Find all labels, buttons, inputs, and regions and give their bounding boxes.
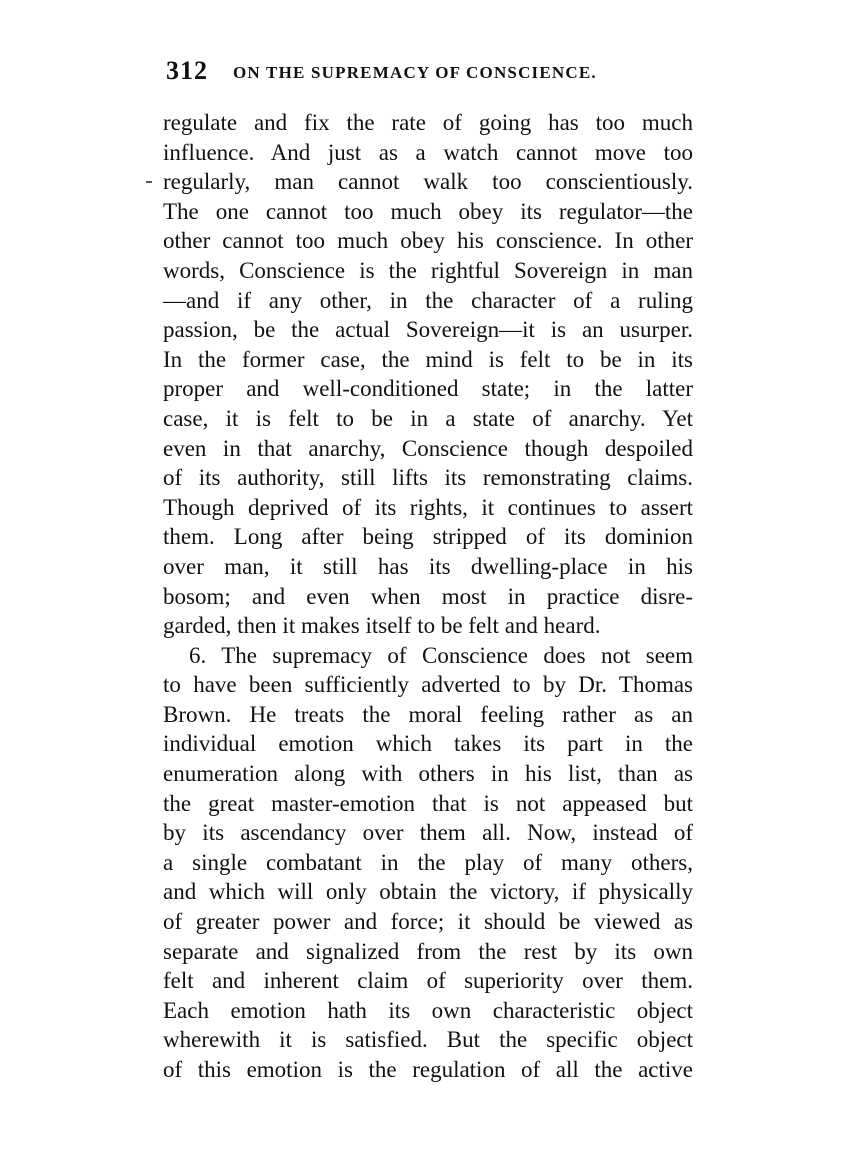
text-line: In the former case, the mind is felt to be in its bbox=[163, 346, 693, 372]
text-line: to have been sufficiently adverted to by Dr. Thomas bbox=[163, 672, 693, 698]
text-line: influence. And just as a watch cannot move too bbox=[163, 139, 693, 165]
text-line: Each emotion hath its own characteristic object bbox=[163, 997, 693, 1023]
page-number: 312 bbox=[166, 56, 208, 85]
text-line: garded, then it makes itself to be felt and heard. bbox=[163, 613, 601, 639]
paragraph-first-line: 6. The supremacy of Conscience does not seem bbox=[189, 642, 693, 668]
text-line: the great master-emotion that is not appeased but bbox=[163, 790, 693, 816]
text-line: regularly, man cannot walk too conscientiously. bbox=[163, 169, 693, 195]
body-text bbox=[163, 108, 693, 1085]
text-line: and which will only obtain the victory, if physically bbox=[163, 879, 693, 905]
margin-mark bbox=[146, 181, 152, 183]
text-line: even in that anarchy, Conscience though despoiled bbox=[163, 435, 693, 461]
text-line: other cannot too much obey his conscience. In other bbox=[163, 228, 693, 254]
book-page bbox=[163, 56, 693, 1082]
running-title: ON THE SUPREMACY OF CONSCIENCE. bbox=[233, 63, 597, 82]
text-line: passion, be the actual Sovereign—it is an usurper. bbox=[163, 317, 693, 343]
text-line: a single combatant in the play of many others, bbox=[163, 849, 693, 875]
text-line: case, it is felt to be in a state of anarchy. Yet bbox=[163, 405, 693, 431]
text-line: of greater power and force; it should be viewed as bbox=[163, 909, 693, 935]
text-line: Brown. He treats the moral feeling rather as an bbox=[163, 701, 693, 727]
text-line: regulate and fix the rate of going has too much bbox=[163, 110, 693, 135]
text-line: felt and inherent claim of superiority over them. bbox=[163, 968, 693, 994]
text-line: of this emotion is the regulation of all the active bbox=[163, 1057, 693, 1082]
text-line: of its authority, still lifts its remonstrating claims. bbox=[163, 465, 693, 491]
text-line: words, Conscience is the rightful Sovereign in man bbox=[163, 257, 693, 283]
text-line: enumeration along with others in his list, than as bbox=[163, 761, 693, 787]
text-line: them. Long after being stripped of its dominion bbox=[163, 524, 693, 550]
text-line: The one cannot too much obey its regulator—the bbox=[163, 198, 693, 224]
text-line: —and if any other, in the character of a ruling bbox=[163, 287, 693, 313]
text-line: wherewith it is satisfied. But the specific object bbox=[163, 1027, 693, 1053]
text-line: Though deprived of its rights, it continues to assert bbox=[163, 494, 693, 520]
text-line: by its ascendancy over them all. Now, instead of bbox=[163, 820, 693, 846]
text-line: bosom; and even when most in practice disre- bbox=[163, 583, 693, 609]
text-line: over man, it still has its dwelling-place in his bbox=[163, 553, 693, 579]
text-line: separate and signalized from the rest by its own bbox=[163, 938, 693, 964]
text-line: proper and well-conditioned state; in the latter bbox=[163, 376, 693, 402]
running-head bbox=[163, 56, 693, 94]
text-line: individual emotion which takes its part in the bbox=[163, 731, 693, 757]
